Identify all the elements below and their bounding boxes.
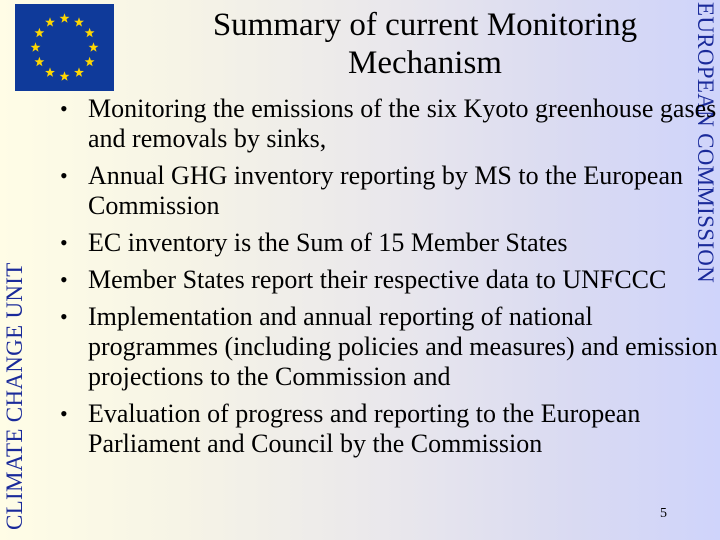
eu-flag-icon	[15, 4, 114, 91]
flag-star	[31, 42, 41, 51]
slide-title: Summary of current Monitoring Mechanism	[212, 7, 638, 81]
flag-star	[34, 28, 44, 37]
bullet-dot: •	[60, 267, 68, 292]
flag-star	[85, 28, 95, 37]
side-label-european-commission: EUROPEAN COMMISSION	[693, 2, 718, 284]
bullet-dot: •	[60, 401, 68, 426]
bullet-item: • Annual GHG inventory reporting by MS to the European Commission	[60, 161, 684, 220]
bullet-item: • Member States report their respective data to UNFCCC	[60, 265, 667, 294]
bullet-item: • EC inventory is the Sum of 15 Member States	[60, 228, 568, 257]
page-number: 5	[660, 506, 667, 521]
side-label-climate-change-unit: CLIMATE CHANGE UNIT	[2, 262, 27, 530]
flag-star	[45, 17, 55, 26]
bullet-dot: •	[60, 304, 68, 329]
bullet-dot: •	[60, 96, 68, 121]
flag-star	[45, 67, 55, 76]
bullet-dot: •	[60, 163, 68, 188]
bullet-item: • Monitoring the emissions of the six Kyoto greenhouse gases and removals by sinks,	[60, 94, 717, 153]
flag-star	[60, 13, 70, 22]
flag-star	[34, 57, 44, 66]
bullet-item: • Evaluation of progress and reporting to the European Parliament and Council by the Commission	[60, 399, 641, 458]
flag-star	[74, 17, 84, 26]
flag-star	[89, 42, 99, 51]
bullet-item: • Implementation and annual reporting of national programmes (including policies and measures) and emission projections to the Commission and	[60, 302, 718, 391]
bullet-dot: •	[60, 230, 68, 255]
flag-star	[85, 57, 95, 66]
flag-star	[60, 71, 70, 80]
flag-star	[74, 67, 84, 76]
bullet-list	[58, 94, 718, 466]
